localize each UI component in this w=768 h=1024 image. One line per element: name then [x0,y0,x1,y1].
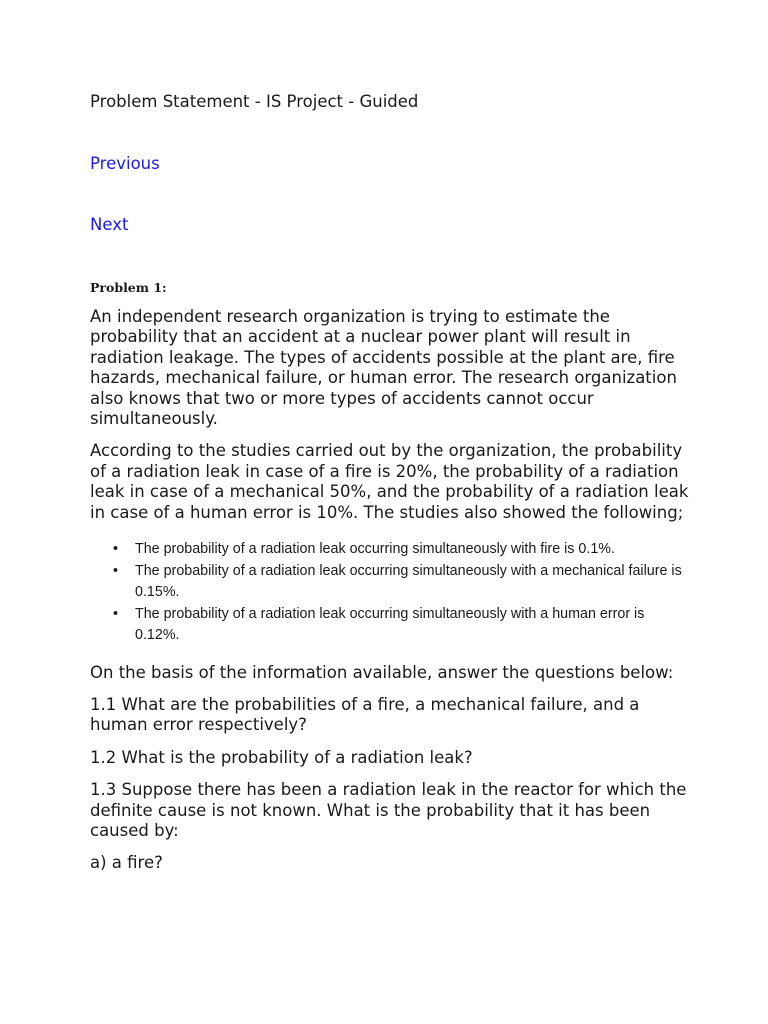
question-1-2: 1.2 What is the probability of a radiation leak? [90,747,473,767]
previous-link[interactable]: Previous [90,154,160,173]
list-item: • The probability of a radiation leak occurring simultaneously with fire is 0.1%. [135,539,690,561]
question-1-3-a: a) a fire? [90,853,163,873]
list-item: • The probability of a radiation leak occurring simultaneously with a human error is 0.12%. [135,604,690,647]
next-link[interactable]: Next [90,215,129,234]
intro-paragraph: An independent research organization is trying to estimate the probability that an accident at a nuclear power plant will result in radiation leakage. The types of accidents possible at the plant are, fire hazards, mechanical failure, or human error. The research organization also knows that two or more types of accidents cannot occur simultaneously. [90,307,677,429]
problem-heading: Problem 1: [90,280,167,295]
studies-paragraph: According to the studies carried out by the organization, the probability of a radiation leak in case of a fire is 20%, the probability of a radiation leak in case of a mechanical 50%, and the probability of a radiation leak in case of a human error is 10%. The studies also showed the following; [90,441,689,522]
questions-intro: On the basis of the information available, answer the questions below: [90,662,674,682]
problem-body [90,307,690,886]
findings-list [90,539,690,647]
document-title: Problem Statement - IS Project - Guided [90,92,419,111]
list-item: • The probability of a radiation leak occurring simultaneously with a mechanical failure is 0.15%. [135,561,690,604]
question-1-1: 1.1 What are the probabilities of a fire, a mechanical failure, and a human error respectively? [90,694,640,735]
question-1-3: 1.3 Suppose there has been a radiation leak in the reactor for which the definite cause is not known. What is the probability that it has been caused by: [90,780,687,840]
